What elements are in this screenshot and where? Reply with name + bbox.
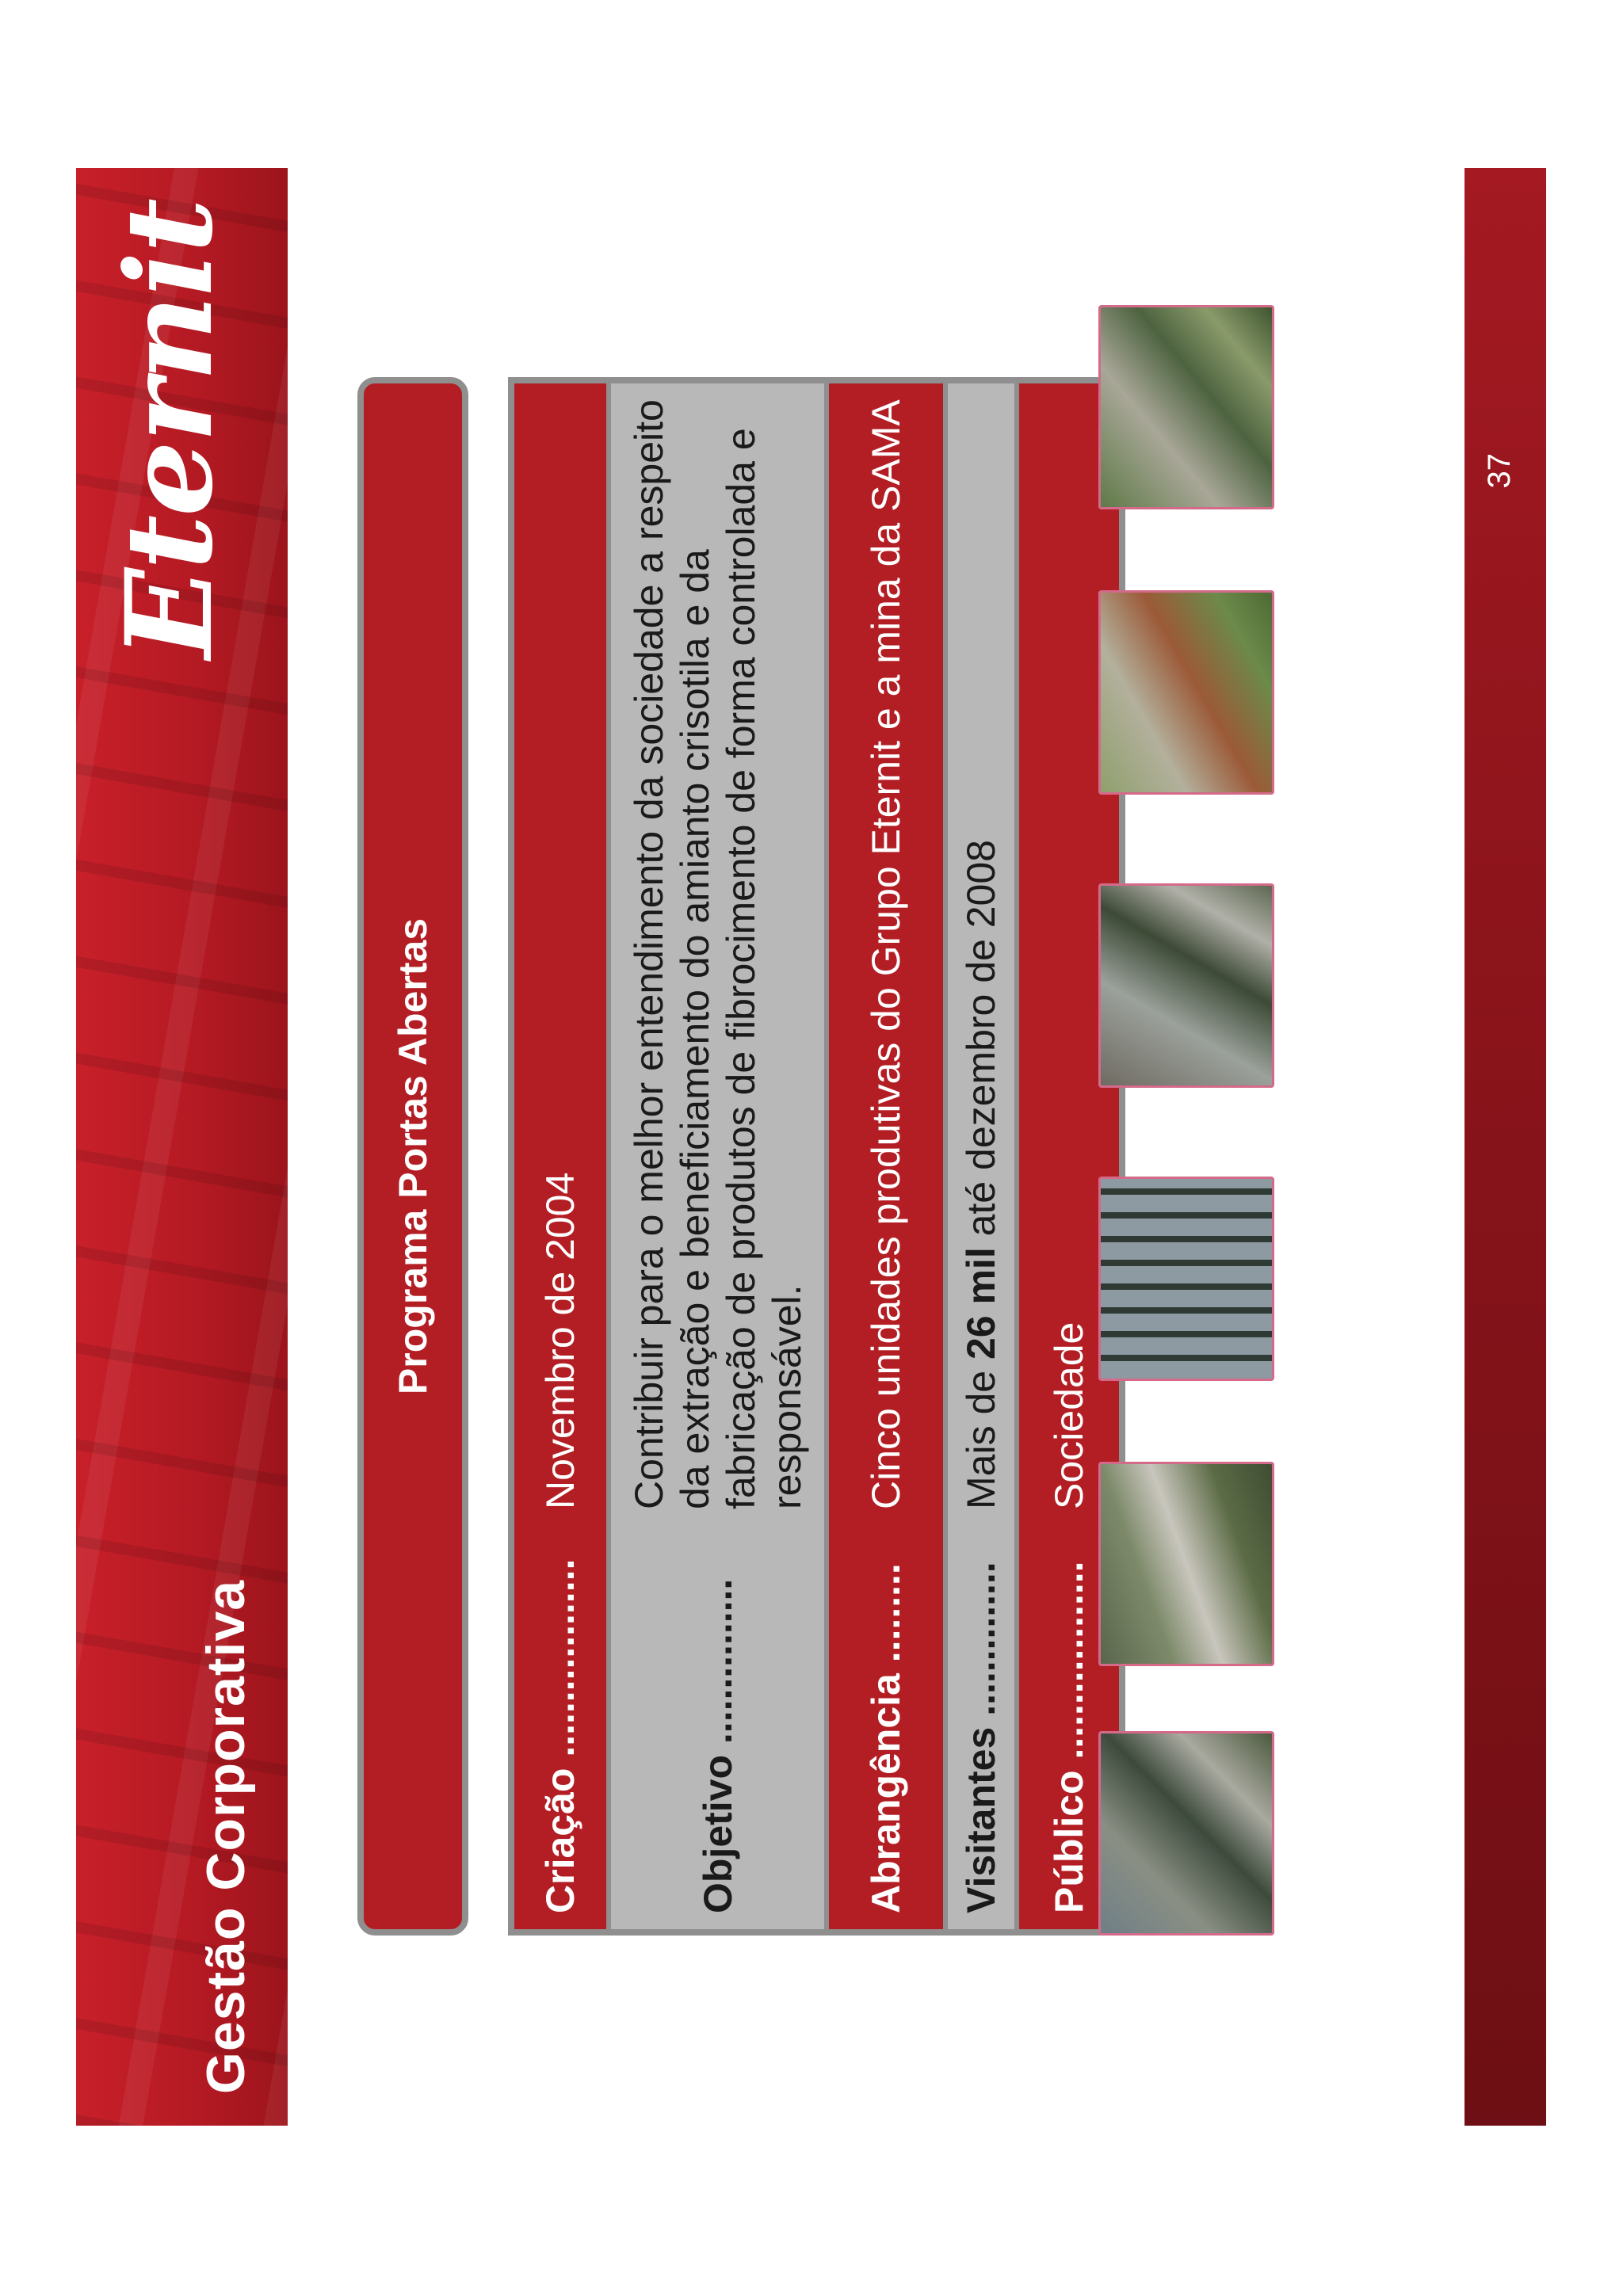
aerial-photo-1 — [1098, 1731, 1274, 1936]
program-info-table — [508, 377, 1125, 1936]
row-label: Visitantes .............. — [959, 1562, 1003, 1913]
photo-strip — [1098, 351, 1312, 1936]
aerial-photo-6 — [1098, 305, 1274, 509]
aerial-photo-3 — [1098, 1177, 1274, 1381]
row-value: Cinco unidades produtivas do Grupo Eternit e a mina da SAMA — [864, 399, 908, 1509]
row-value: Contribuir para o melhor entendimento da sociedade a respeito da extração e beneficiamento do amianto crisotila e da fabricação de produtos de fibrocimento de forma controlada e responsável. — [626, 399, 809, 1509]
eternit-logo: Eternit — [100, 200, 239, 659]
table-row-abrangencia — [829, 383, 948, 1929]
row-label: Criação .................. — [538, 1558, 582, 1913]
visitors-count: 26 mil — [959, 1247, 1003, 1360]
row-label: Público .................. — [1047, 1561, 1091, 1913]
row-value: Sociedade — [1047, 1322, 1091, 1509]
row-value — [958, 383, 1004, 1509]
page-title: Gestão Corporativa — [196, 1579, 256, 2094]
visitors-suffix: até dezembro de 2008 — [959, 840, 1003, 1248]
aerial-photo-2 — [1098, 1462, 1274, 1666]
visitors-prefix: Mais de — [959, 1360, 1003, 1509]
row-label: Objetivo ............... — [695, 1578, 740, 1913]
footer-band — [1465, 168, 1546, 2126]
page-number: 37 — [1482, 453, 1517, 489]
header-band — [76, 168, 288, 2126]
aerial-photo-5 — [1098, 590, 1274, 795]
aerial-photo-4 — [1098, 883, 1274, 1088]
slide — [76, 168, 1546, 2126]
program-title-bar — [357, 377, 468, 1936]
program-title: Programa Portas Abertas — [391, 917, 435, 1395]
table-row-criacao — [514, 383, 611, 1929]
table-row-visitantes — [948, 383, 1019, 1929]
row-value: Novembro de 2004 — [538, 1172, 582, 1509]
row-label: Abrangência ......... — [864, 1563, 908, 1913]
table-row-objetivo — [611, 383, 829, 1929]
